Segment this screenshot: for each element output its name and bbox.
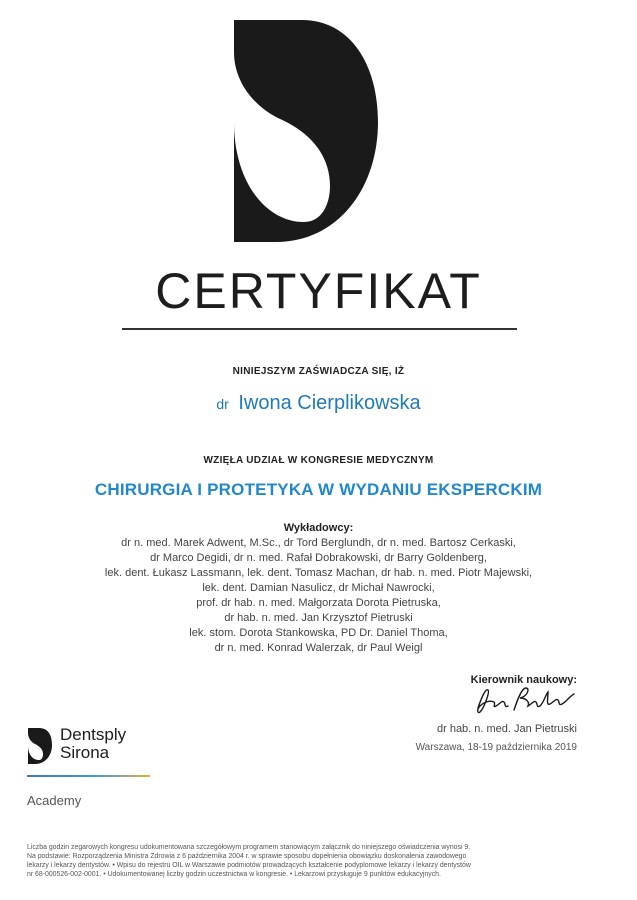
certificate-title: CERTYFIKAT bbox=[155, 263, 482, 319]
signature-icon bbox=[470, 682, 582, 716]
lecturers-line: dr n. med. Konrad Walerzak, dr Paul Weigl bbox=[214, 642, 423, 654]
director-label: Kierownik naukowy: bbox=[470, 674, 577, 686]
certify-statement: NINIEJSZYM ZAŚWIADCZA SIĘ, IŻ bbox=[232, 366, 405, 377]
lecturers-line: dr hab. n. med. Jan Krzysztof Pietruski bbox=[224, 612, 413, 624]
title-underline bbox=[122, 328, 517, 330]
lecturers-line: dr n. med. Marek Adwent, M.Sc., dr Tord Berglundh, dr n. med. Bartosz Cerkaski, bbox=[121, 537, 516, 549]
recipient-name: Iwona Cierplikowska bbox=[238, 392, 421, 414]
participation-statement: WZIĘŁA UDZIAŁ W KONGRESIE MEDYCZNYM bbox=[203, 455, 434, 466]
lecturers-block bbox=[40, 521, 597, 656]
director-name: dr hab. n. med. Jan Pietruski bbox=[436, 723, 577, 735]
recipient bbox=[0, 392, 637, 415]
brand-divider bbox=[27, 775, 150, 777]
dentsply-sirona-logo-icon bbox=[232, 18, 378, 244]
lecturers-line: prof. dr hab. n. med. Małgorzata Dorota Pietruska, bbox=[196, 597, 441, 609]
lecturers-line: lek. dent. Damian Nasulicz, dr Michał Nawrocki, bbox=[202, 582, 435, 594]
academy-label: Academy bbox=[27, 793, 82, 808]
congress-name: CHIRURGIA I PROTETYKA W WYDANIU EKSPERCKIM bbox=[94, 480, 543, 499]
lecturers-line: dr Marco Degidi, dr n. med. Rafał Dobrakowski, dr Barry Goldenberg, bbox=[150, 552, 487, 564]
recipient-prefix: dr bbox=[216, 396, 229, 412]
footnote bbox=[27, 843, 617, 879]
footnote-line: nr 68-000526-002-0001. • Udokumentowanej liczby godzin uczestnictwa w kongresie. • Lekarzowi przysługuje 9 punktów edukacyjnych. bbox=[27, 871, 441, 878]
brand-name-line1: Dentsply bbox=[60, 725, 127, 744]
brand-name-line2: Sirona bbox=[60, 743, 110, 762]
footnote-line: lekarzy i lekarzy dentystów. • Wpisu do rejestru OIL w Warszawie podmiotów prowadzących kształcenie podyplomowe lekarzy i lekarzy dentystów bbox=[27, 862, 471, 869]
brand-name bbox=[60, 726, 126, 762]
lecturers-heading: Wykładowcy: bbox=[283, 522, 354, 534]
footnote-line: Liczba godzin zegarowych kongresu udokumentowana szczegółowym programem stanowiącym załącznik do niniejszego oświadczenia wynosi 9. bbox=[27, 844, 471, 851]
lecturers-line: lek. dent. Łukasz Lassmann, lek. dent. Tomasz Machan, dr hab. n. med. Piotr Majewski, bbox=[104, 567, 533, 579]
footnote-line: Na podstawie: Rozporządzenia Ministra Zdrowia z 6 października 2004 r. w sprawie sposobu dopełnienia obowiązku doskonalenia zawodowego bbox=[27, 853, 467, 860]
brand-logo-icon bbox=[27, 727, 53, 765]
place-date: Warszawa, 18-19 października 2019 bbox=[415, 742, 577, 753]
lecturers-line: lek. stom. Dorota Stankowska, PD Dr. Daniel Thoma, bbox=[189, 627, 448, 639]
